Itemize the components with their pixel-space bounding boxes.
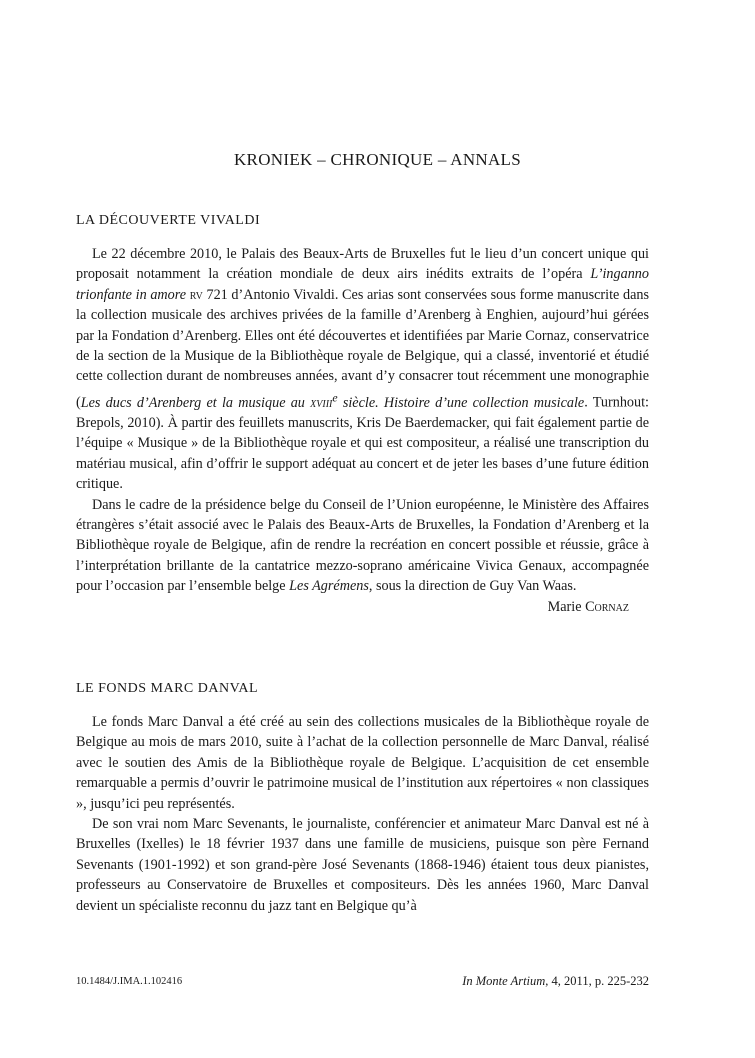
author-signature: Marie Cornaz	[547, 598, 629, 615]
ensemble-name: Les Agrémens	[289, 578, 369, 595]
paragraph: Le fonds Marc Danval a été créé au sein des collections musicales de la Bibliothèque royale de Belgique au mois de mars 2010, suite à l’achat de la collection personnelle de Marc Danval, réalisé avec le soutien des Amis de la Bibliothèque royale de Belgique. L’acquisition de cet ensemble remarquable a permis d’ouvrir le patrimoine musical de l’institution aux répertoires « non classiques », jusqu’ici peu représentés.	[76, 714, 649, 812]
paragraph: Dans le cadre de la présidence belge du Conseil de l’Union européenne, le Ministère des Affaires étrangères s’était associé avec le Palais des Beaux-Arts de Bruxelles, la Fondation d’Arenberg et la Bibliothèque royale de Belgique, afin de rendre la recréation en concert possible et réussie, grâce à l’interprétation brillante de la cantatrice mezzo-soprano américaine Vivica Genaux, accompagnée pour l’occasion par l’ensemble belge Les Agrémens, sous la direction de Guy Van Waas.	[76, 496, 649, 595]
section-heading-vivaldi: LA DÉCOUVERTE VIVALDI	[76, 213, 261, 228]
catalogue-abbrev: rv	[189, 286, 203, 303]
doi-label: 10.1484/J.IMA.1.102416	[76, 976, 183, 987]
opera-title: L’inganno trionfante in amore	[76, 266, 649, 303]
section-body-danval	[76, 712, 649, 916]
journal-citation: In Monte Artium, 4, 2011, p. 225-232	[462, 974, 649, 988]
section-body-vivaldi	[76, 244, 649, 617]
running-title: KRONIEK – CHRONIQUE – ANNALS	[233, 150, 521, 169]
paragraph: De son vrai nom Marc Sevenants, le journaliste, conférencier et animateur Marc Danval est né à Bruxelles (Ixelles) le 18 février 1937 dans une famille de musiciens, puisque son père Fernand Sevenants (1901-1992) et son grand-père José Sevenants (1868-1946) étaient tous deux pianistes, professeurs au Conservatoire de Bruxelles et compositeurs. Dès les années 1960, Marc Danval devient un spécialiste reconnu du jazz tant en Belgique qu’à	[76, 816, 649, 914]
paragraph: Le 22 décembre 2010, le Palais des Beaux-Arts de Bruxelles fut le lieu d’un concert unique qui proposait notamment la création mondiale de deux airs inédits extraits de l’opéra L’inganno trionfante in amore rv 721 d’Antonio Vivaldi. Ces arias sont conservées sous forme manuscrite dans la collection musicale des archives privées de la famille d’Arenberg à Enghien, aujourd’hui gérées par la Fondation d’Arenberg. Elles ont été découvertes et identifiées par Marie Cornaz, conservatrice de la section de la Musique de la Bibliothèque royale de Belgique, qui a classé, inventorié et étudié cette collection durant de nombreuses années, avant d’y consacrer tout récemment une monographie (Les ducs d’Arenberg et la musique au xviii$^e$ siècle. Histoire d’une collection musicale. Turnhout: Brepols, 2010). À partir des feuillets manuscrits, Kris De Baerdemacker, qui fait également partie de l’équipe « Musique » de la Bibliothèque royale et qui est compositeur, a réalisé une transcription du matériau musical, afin d’offrir le support adéquat au concert et de jeter les bases d’une future édition critique.	[76, 246, 649, 493]
section-heading-danval: LE FONDS MARC DANVAL	[76, 681, 259, 696]
book-title: Les ducs d’Arenberg et la musique au xviii$^e$ siècle. Histoire d’une collection musicale	[80, 389, 585, 411]
